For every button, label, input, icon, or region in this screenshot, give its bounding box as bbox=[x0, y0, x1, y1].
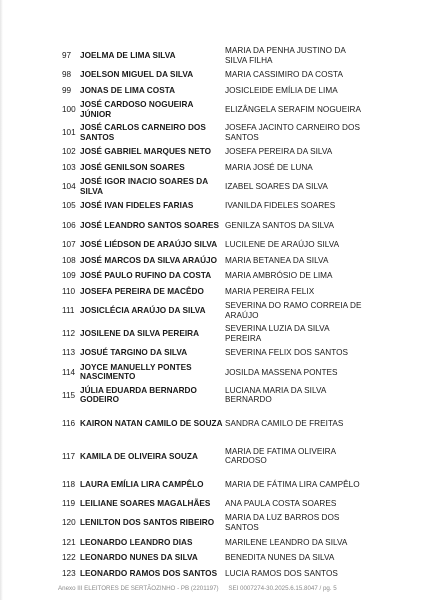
row-number: 113 bbox=[62, 348, 76, 358]
voter-name: LEONARDO NUNES DA SILVA bbox=[80, 553, 198, 563]
row-number: 110 bbox=[62, 286, 76, 296]
table-row bbox=[62, 160, 362, 176]
row-number: 111 bbox=[62, 306, 75, 316]
mother-name: MARIA JOSÉ DE LUNA bbox=[225, 162, 313, 172]
mother-name: MARIA BETANEA DA SILVA bbox=[225, 255, 329, 265]
mother-name: LUCIA RAMOS DOS SANTOS bbox=[225, 568, 338, 578]
mother-name: JOSICLEIDE EMÍLIA DE LIMA bbox=[225, 85, 338, 95]
mother-name: SANDRA CAMILO DE FREITAS bbox=[225, 418, 344, 428]
row-number: 97 bbox=[62, 50, 72, 60]
row-number: 106 bbox=[62, 220, 76, 230]
voter-name: JOSÉ IGOR INACIO SOARES DA SILVA bbox=[80, 177, 208, 196]
page-footer bbox=[58, 585, 388, 592]
row-number: 109 bbox=[62, 271, 76, 281]
row-number: 114 bbox=[62, 367, 76, 377]
voter-name: LEONARDO LEANDRO DIAS bbox=[80, 537, 193, 547]
voter-name: JOSICLÉCIA ARAÚJO DA SILVA bbox=[80, 306, 206, 316]
table-row bbox=[62, 121, 362, 144]
table-row bbox=[62, 98, 362, 121]
row-number: 117 bbox=[62, 451, 76, 461]
table-row bbox=[62, 144, 362, 160]
row-number: 99 bbox=[62, 85, 72, 95]
mother-name: ANA PAULA COSTA SOARES bbox=[225, 498, 337, 508]
voter-name: KAMILA DE OLIVEIRA SOUZA bbox=[80, 451, 198, 461]
mother-name: MARIA DA LUZ BARROS DOS SANTOS bbox=[225, 513, 340, 533]
mother-name: ELIZÂNGELA SERAFIM NOGUEIRA bbox=[225, 104, 362, 114]
row-number: 119 bbox=[62, 498, 76, 508]
voter-name: JOSÉ GENILSON SOARES bbox=[80, 162, 185, 172]
row-number: 100 bbox=[62, 104, 76, 114]
table-row bbox=[62, 496, 362, 512]
page-edge-shadow bbox=[0, 0, 3, 600]
voter-name: JOSILENE DA SILVA PEREIRA bbox=[80, 329, 200, 339]
table-row bbox=[62, 473, 362, 496]
table-row bbox=[62, 299, 362, 322]
table-row bbox=[62, 237, 362, 253]
table-row bbox=[62, 566, 362, 582]
table-row bbox=[62, 284, 362, 300]
voter-name: JOSÉ LEANDRO SANTOS SOARES bbox=[80, 220, 219, 230]
mother-name: BENEDITA NUNES DA SILVA bbox=[225, 553, 335, 563]
mother-name: GENILZA SANTOS DA SILVA bbox=[225, 220, 334, 230]
row-number: 121 bbox=[62, 537, 76, 547]
table-row bbox=[62, 407, 362, 440]
table-row bbox=[62, 175, 362, 198]
row-number: 115 bbox=[62, 390, 76, 400]
table-row bbox=[62, 384, 362, 407]
mother-name: JOSILDA MASSENA PONTES bbox=[225, 367, 338, 377]
mother-name: MARIA CASSIMIRO DA COSTA bbox=[225, 70, 343, 79]
table-row bbox=[62, 535, 362, 551]
mother-name: MARIA DE FÁTIMA LIRA CAMPÊLO bbox=[225, 479, 360, 489]
table-row bbox=[62, 512, 362, 535]
table-row bbox=[62, 268, 362, 284]
row-number: 101 bbox=[62, 127, 76, 137]
voter-name: JONAS DE LIMA COSTA bbox=[80, 85, 176, 95]
mother-name: LUCILENE DE ARAÚJO SILVA bbox=[225, 239, 340, 249]
table-row bbox=[62, 67, 362, 83]
mother-name: MARILENE LEANDRO DA SILVA bbox=[225, 537, 348, 547]
table-row bbox=[62, 550, 362, 566]
row-number: 122 bbox=[62, 553, 76, 563]
mother-name: MARIA AMBRÓSIO DE LIMA bbox=[225, 271, 333, 281]
mother-name: SEVERINA DO RAMO CORREIA DE ARAÚJO bbox=[225, 301, 362, 320]
voter-name: JOSÉ MARCOS DA SILVA ARAÚJO bbox=[80, 255, 218, 265]
table-row bbox=[62, 214, 362, 237]
footer-annex-label: Anexo III ELEITORES DE SERTÃOZINHO - PB (2201197) bbox=[58, 585, 219, 592]
voter-name: LEONARDO RAMOS DOS SANTOS bbox=[80, 568, 218, 578]
mother-name: MARIA DA PENHA JUSTINO DA SILVA FILHA bbox=[225, 45, 346, 65]
voter-name: JOSÉ GABRIEL MARQUES NETO bbox=[80, 147, 212, 157]
row-number: 102 bbox=[62, 147, 76, 157]
row-number: 112 bbox=[62, 329, 76, 339]
mother-name: MARIA DE FATIMA OLIVEIRA CARDOSO bbox=[225, 446, 336, 466]
voter-name: JOSEFA PEREIRA DE MACÊDO bbox=[80, 286, 204, 296]
table-row bbox=[62, 322, 362, 345]
voter-name: JÚLIA EDUARDA BERNARDO GODEIRO bbox=[80, 385, 197, 405]
row-number: 104 bbox=[62, 182, 76, 192]
table-row bbox=[62, 83, 362, 99]
row-number: 98 bbox=[62, 70, 72, 79]
mother-name: IVANILDA FIDELES SOARES bbox=[225, 201, 336, 211]
table-row bbox=[62, 198, 362, 214]
voter-name: LAURA EMÍLIA LIRA CAMPÊLO bbox=[80, 479, 204, 489]
mother-name: JOSEFA PEREIRA DA SILVA bbox=[225, 147, 333, 157]
row-number: 105 bbox=[62, 201, 76, 211]
footer-sei-reference: SEI 0007274-30.2025.6.15.8047 / pg. 5 bbox=[228, 585, 337, 592]
row-number: 107 bbox=[62, 239, 76, 249]
mother-name: SEVERINA LUZIA DA SILVA PEREIRA bbox=[225, 324, 330, 343]
table-row bbox=[62, 361, 362, 384]
row-number: 108 bbox=[62, 255, 76, 265]
voter-name: JOYCE MANUELLY PONTES NASCIMENTO bbox=[80, 362, 192, 382]
voter-name: KAIRON NATAN CAMILO DE SOUZA bbox=[80, 418, 223, 428]
mother-name: LUCIANA MARIA DA SILVA BERNARDO bbox=[225, 385, 326, 405]
row-number: 120 bbox=[62, 518, 76, 528]
table-row bbox=[62, 440, 362, 473]
voter-name: JOSÉ CARDOSO NOGUEIRA JÚNIOR bbox=[80, 100, 194, 119]
table-row bbox=[62, 253, 362, 269]
mother-name: SEVERINA FELIX DOS SANTOS bbox=[225, 348, 349, 358]
voter-name: LEILIANE SOARES MAGALHÃES bbox=[80, 498, 211, 508]
row-number: 118 bbox=[62, 479, 76, 489]
row-number: 116 bbox=[62, 418, 76, 428]
mother-name: JOSEFA JACINTO CARNEIRO DOS SANTOS bbox=[225, 123, 360, 142]
table-row bbox=[62, 44, 362, 67]
row-number: 123 bbox=[62, 568, 76, 578]
voter-name: JOSÉ IVAN FIDELES FARIAS bbox=[80, 201, 194, 211]
voter-table bbox=[62, 44, 362, 581]
row-number: 103 bbox=[62, 162, 76, 172]
voter-name: JOSÉ CARLOS CARNEIRO DOS SANTOS bbox=[80, 123, 206, 142]
voter-name: JOSÉ PAULO RUFINO DA COSTA bbox=[80, 271, 212, 281]
mother-name: MARIA PEREIRA FELIX bbox=[225, 286, 315, 296]
voter-name: JOSUÉ TARGINO DA SILVA bbox=[80, 348, 188, 358]
voter-name: JOELSON MIGUEL DA SILVA bbox=[80, 70, 194, 79]
voter-name: JOSÉ LIÉDSON DE ARAÚJO SILVA bbox=[80, 239, 218, 249]
table-row bbox=[62, 345, 362, 361]
voter-table-body bbox=[62, 44, 362, 581]
voter-name: LENILTON DOS SANTOS RIBEIRO bbox=[80, 518, 215, 528]
mother-name: IZABEL SOARES DA SILVA bbox=[225, 182, 328, 192]
voter-name: JOELMA DE LIMA SILVA bbox=[80, 50, 176, 60]
